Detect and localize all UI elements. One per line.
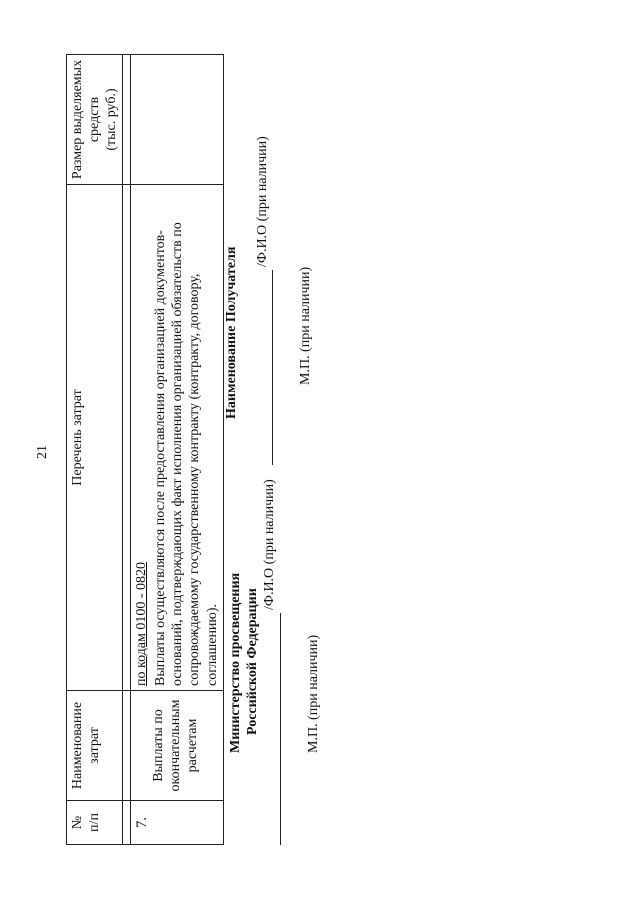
row-cost-list [131,185,223,691]
row-amount [131,55,223,185]
page-number: 21 [35,445,50,459]
header-number-line1: № [70,815,85,830]
left-fio-label: /Ф.И.О (при наличии) [262,479,277,610]
header-amount [67,55,123,185]
table-spacer-row [123,55,131,845]
row-cost-name-line3: расчетам [185,718,201,773]
right-organization: Наименование Получателя [224,246,239,419]
row-cost-name-line1: Выплаты по [151,709,167,782]
table-row [131,55,223,845]
header-cost-list [67,185,123,691]
header-cost-name-line2: затрат [87,727,103,764]
code-note: по кодам 0100 - 0820 [134,561,150,686]
header-number-line2: п/п [87,813,103,832]
header-amount-line2: средств [87,96,103,143]
right-fio-label: /Ф.И.О (при наличии) [255,136,270,267]
costs-table [66,54,224,845]
row-cost-list-text: Выплаты осуществляются после предоставления организацией документов-оснований, подтверждающих факт исполнения организацией обязательств по сопровождаемому государственному контракту (контракту, договору, соглашению). [153,222,220,686]
row-number: 7. [131,801,223,845]
left-organization [228,573,262,753]
table-header-row [67,55,123,845]
row-cost-name [131,691,223,801]
header-cost-name-line1: Наименование [70,701,85,790]
left-signature-line [268,613,281,845]
header-amount-line3: (тыс. руб.) [104,88,120,151]
left-organization-line2: Российской Федерации [244,588,260,735]
right-signature-line [260,270,273,465]
left-stamp-label: М.П. (при наличии) [306,634,321,753]
row-cost-name-line2: окончательным [168,699,184,792]
header-cost-name [67,691,123,801]
header-number [67,801,123,845]
left-organization-line1: Министерство просвещения [228,572,243,753]
right-stamp-label: М.П. (при наличии) [298,266,313,385]
header-cost-list-text: Перечень затрат [70,389,85,486]
header-amount-line1: Размер выделяемых [70,59,85,180]
